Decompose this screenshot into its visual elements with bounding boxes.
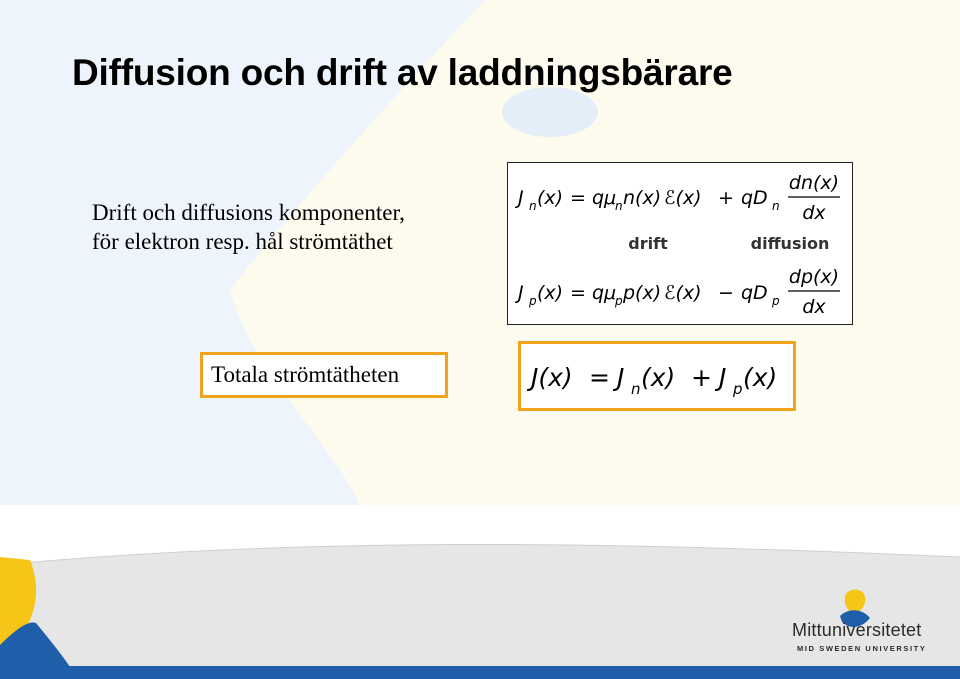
logo-name: Mittuniversitetet: [792, 620, 922, 640]
eq-p-lhs-sub: p: [529, 294, 537, 308]
diffusion-label: diffusion: [750, 234, 830, 253]
hole-current-equation: [514, 266, 840, 318]
eq-n-equals: =: [570, 187, 586, 209]
eq-n-carrier: n(x): [623, 187, 662, 209]
eq-p-arg: (x): [537, 282, 564, 304]
eq-p-field: ℰ(x): [664, 282, 702, 304]
description-line-2: för elektron resp. hål strömtäthet: [92, 229, 393, 254]
logo-subtitle: MID SWEDEN UNIVERSITY: [797, 644, 927, 653]
eq-p-equals: =: [570, 282, 586, 304]
total-current-label: Totala strömtätheten: [200, 352, 448, 398]
total-equals: =: [589, 363, 610, 392]
total-term2-sub: p: [733, 380, 743, 398]
eq-n-q-mu: qμ: [592, 187, 617, 209]
eq-p-q-mu: qμ: [592, 282, 617, 304]
eq-p-q-d: qD: [741, 282, 768, 304]
total-lhs: J(x): [531, 363, 573, 392]
eq-p-d-sub: p: [772, 294, 780, 308]
electron-current-equation: [514, 172, 840, 224]
eq-n-plus: +: [718, 187, 734, 209]
total-term2-arg: (x): [743, 363, 778, 392]
eq-n-field: ℰ(x): [664, 187, 702, 209]
eq-n-q-d: qD: [741, 187, 768, 209]
eq-n-arg: (x): [537, 187, 564, 209]
total-term1: J: [617, 363, 625, 392]
total-current-equation: [518, 341, 796, 411]
eq-p-carrier: p(x): [623, 282, 662, 304]
current-density-equations: [507, 162, 853, 325]
eq-p-lhs: J: [518, 282, 524, 304]
total-plus: +: [691, 363, 712, 392]
eq-n-d-sub: n: [772, 199, 780, 213]
total-term1-arg: (x): [641, 363, 676, 392]
equations-svg: [508, 163, 851, 323]
eq-p-mu-sub: p: [615, 294, 623, 308]
eq-n-mu-sub: n: [615, 199, 623, 213]
total-equation-svg: [521, 344, 793, 408]
drift-label: drift: [628, 234, 668, 253]
eq-n-numerator: dn(x): [788, 172, 840, 194]
eq-n-lhs-sub: n: [529, 199, 537, 213]
eq-p-numerator: dp(x): [788, 266, 840, 288]
total-term2: J: [719, 363, 727, 392]
eq-n-denominator: dx: [802, 202, 826, 224]
eq-p-minus: −: [718, 282, 734, 304]
eq-p-denominator: dx: [802, 296, 826, 318]
total-term1-sub: n: [631, 380, 641, 398]
slide-title: Diffusion och drift av laddningsbärare: [72, 52, 733, 93]
eq-n-lhs: J: [518, 187, 524, 209]
description-line-1: Drift och diffusions komponenter,: [92, 200, 405, 225]
slide-description: [92, 198, 405, 256]
